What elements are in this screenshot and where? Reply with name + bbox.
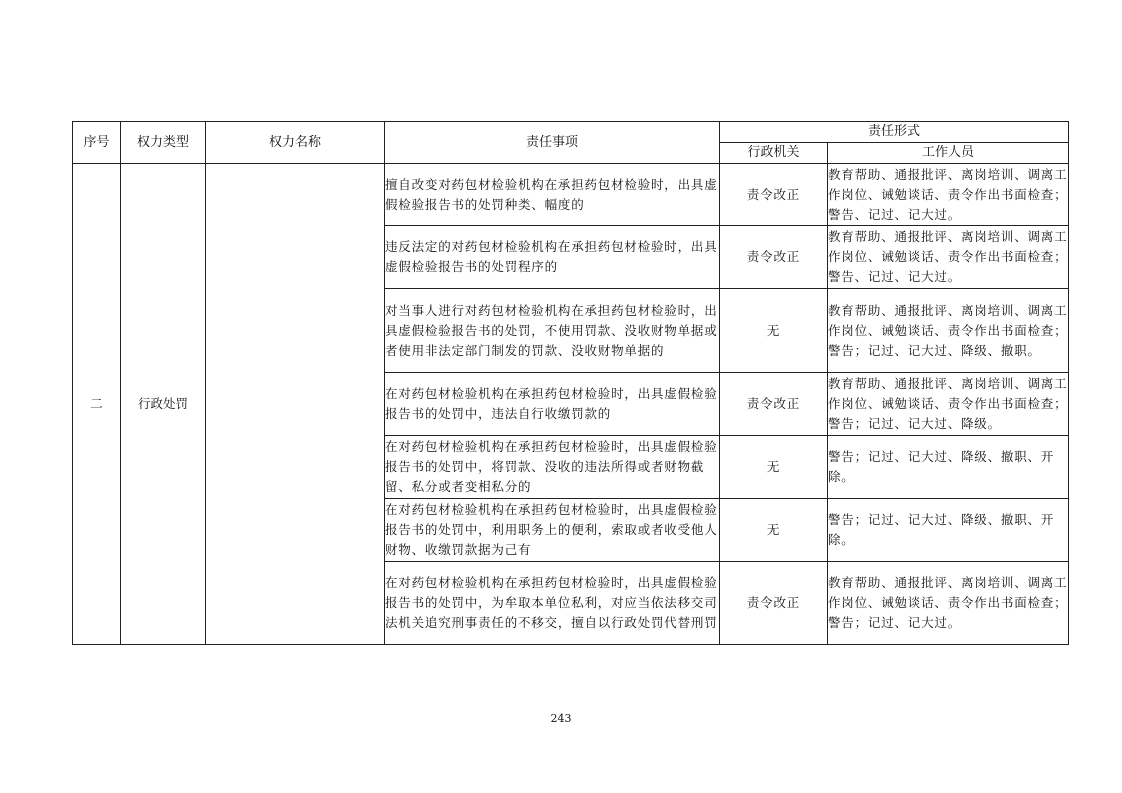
duty-item-cell: 在对药包材检验机构在承担药包材检验时，出具虚假检验报告书的处罚中，利用职务上的便利，索取或者收受他人财物、收缴罚款据为己有	[385, 499, 720, 562]
admin-org-cell: 无	[720, 436, 828, 499]
staff-cell: 警告；记过、记大过、降级、撤职、开除。	[828, 436, 1069, 499]
col-header-duty-form: 责任形式	[720, 122, 1069, 143]
staff-cell: 教育帮助、通报批评、离岗培训、调离工作岗位、诫勉谈话、责令作出书面检查；警告；记过、记大过、降级、撤职。	[828, 289, 1069, 373]
staff-cell: 教育帮助、通报批评、离岗培训、调离工作岗位、诫勉谈话、责令作出书面检查；警告；记过、记大过。	[828, 562, 1069, 645]
admin-org-cell: 责令改正	[720, 164, 828, 226]
staff-cell: 教育帮助、通报批评、离岗培训、调离工作岗位、诫勉谈话、责令作出书面检查；警告、记过、记大过。	[828, 226, 1069, 289]
admin-org-cell: 责令改正	[720, 226, 828, 289]
col-header-duty-item: 责任事项	[385, 122, 720, 164]
admin-org-cell: 责令改正	[720, 562, 828, 645]
duty-item-cell: 对当事人进行对药包材检验机构在承担药包材检验时，出具虚假检验报告书的处罚，不使用罚款、没收财物单据或者使用非法定部门制发的罚款、没收财物单据的	[385, 289, 720, 373]
col-header-power-type: 权力类型	[121, 122, 206, 164]
col-header-staff: 工作人员	[828, 143, 1069, 164]
staff-cell: 教育帮助、通报批评、离岗培训、调离工作岗位、诫勉谈话、责令作出书面检查；警告、记过、记大过。	[828, 164, 1069, 226]
col-header-seq: 序号	[73, 122, 121, 164]
admin-org-cell: 责令改正	[720, 373, 828, 436]
responsibility-table	[72, 121, 1069, 645]
page-number: 243	[550, 712, 572, 725]
admin-org-cell: 无	[720, 289, 828, 373]
power-name-cell	[206, 164, 385, 645]
table-row	[73, 164, 1069, 226]
duty-item-cell: 违反法定的对药包材检验机构在承担药包材检验时，出具虚假检验报告书的处罚程序的	[385, 226, 720, 289]
duty-item-cell: 在对药包材检验机构在承担药包材检验时，出具虚假检验报告书的处罚中，将罚款、没收的违法所得或者财物截留、私分或者变相私分的	[385, 436, 720, 499]
duty-item-cell: 在对药包材检验机构在承担药包材检验时，出具虚假检验报告书的处罚中，为牟取本单位私利，对应当依法移交司法机关追究刑事责任的不移交，擅自以行政处罚代替刑罚	[385, 562, 720, 645]
admin-org-cell: 无	[720, 499, 828, 562]
staff-cell: 警告；记过、记大过、降级、撤职、开除。	[828, 499, 1069, 562]
duty-item-cell: 在对药包材检验机构在承担药包材检验时，出具虚假检验报告书的处罚中，违法自行收缴罚款的	[385, 373, 720, 436]
staff-cell: 教育帮助、通报批评、离岗培训、调离工作岗位、诫勉谈话、责令作出书面检查；警告；记过、记大过、降级。	[828, 373, 1069, 436]
power-type-cell: 行政处罚	[121, 164, 206, 645]
duty-item-cell: 擅自改变对药包材检验机构在承担药包材检验时，出具虚假检验报告书的处罚种类、幅度的	[385, 164, 720, 226]
seq-cell: 二	[73, 164, 121, 645]
col-header-admin-org: 行政机关	[720, 143, 828, 164]
col-header-power-name: 权力名称	[206, 122, 385, 164]
